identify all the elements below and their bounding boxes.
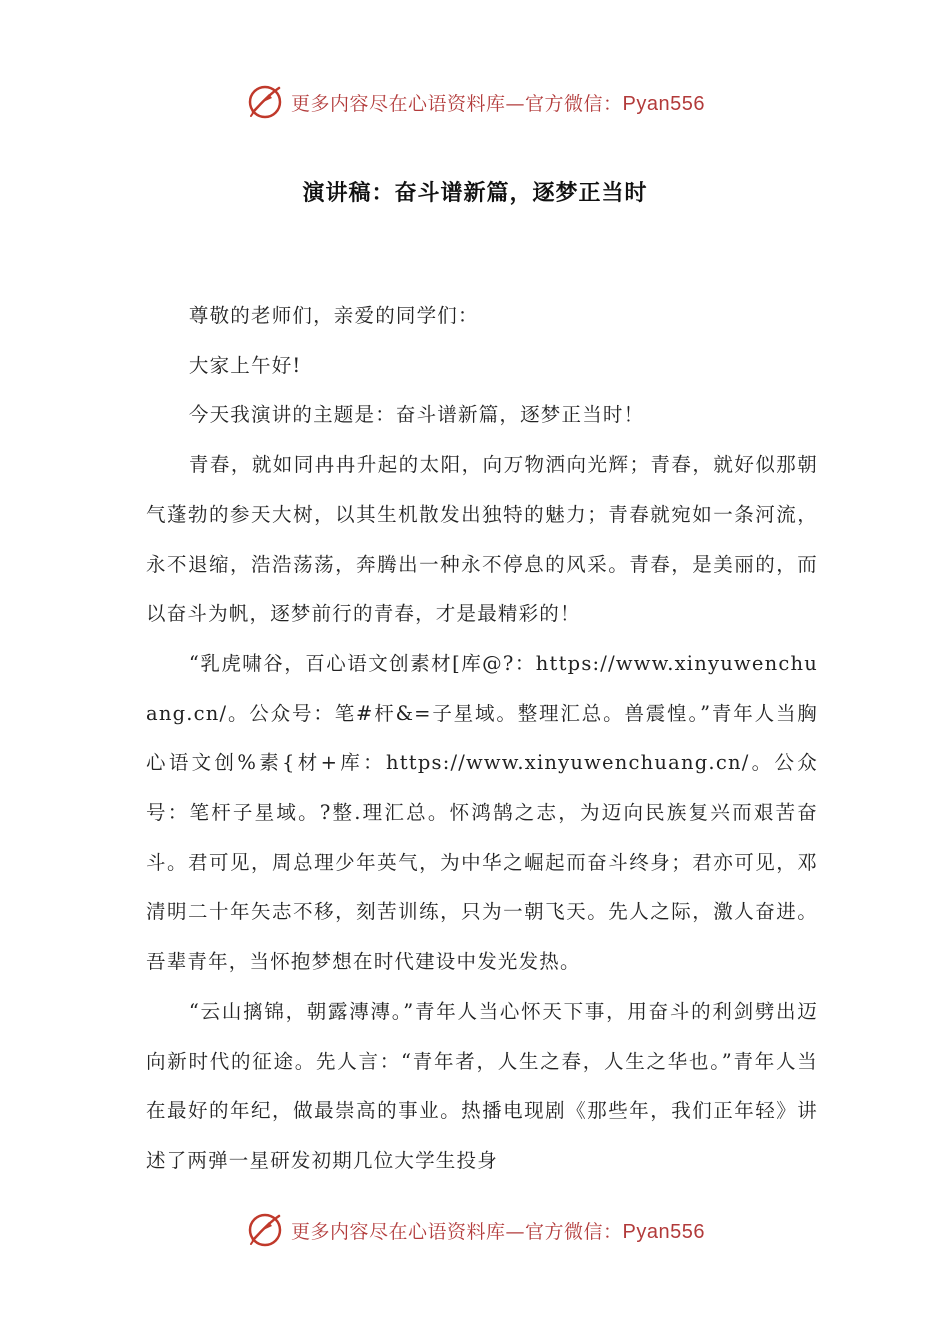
wechat-account: Pyan556	[622, 1220, 705, 1243]
wechat-account: Pyan556	[622, 92, 705, 115]
banner-text: 更多内容尽在心语资料库—官方微信：Pyan556	[291, 92, 705, 115]
paragraph: 大家上午好!	[188, 353, 302, 377]
footer-banner	[0, 1208, 950, 1252]
banner-text: 更多内容尽在心语资料库—官方微信：Pyan556	[291, 1220, 705, 1243]
header-banner	[0, 80, 950, 124]
quill-pen-logo-icon	[245, 82, 285, 122]
document-body	[146, 291, 818, 1186]
quill-pen-logo-icon	[245, 1210, 285, 1250]
paragraph: 尊敬的老师们，亲爱的同学们：	[188, 304, 479, 327]
paragraph: 青春，就如同冉冉升起的太阳，向万物洒向光辉；青春，就好似那朝气蓬勃的参天大树，以其生机散发出独特的魅力；青春就宛如一条河流，永不退缩，浩浩荡荡，奔腾出一种永不停息的风采。青春，是美丽的，而以奋斗为帆，逐梦前行的青春，才是最精彩的！	[146, 453, 818, 626]
paragraph: “云山摛锦，朝露漙漙。”青年人当心怀天下事，用奋斗的利剑劈出迈向新时代的征途。先人言：“青年者，人生之春，人生之华也。”青年人当在最好的年纪，做最崇高的事业。热播电现剧《那些年，我们正年轻》讲述了两弹一星研发初期几位大学生投身	[146, 999, 818, 1172]
paragraph: “乳虎啸谷，百心语文创素材[库@?：https://www.xinyuwenchuang.cn/。公众号：笔#杆&=子星域。整理汇总。兽震惶。”青年人当胸心语文创%素{材+库：https://www.xinyuwenchuang.cn/。公众号：笔杆子星域。?整.理汇总。怀鸿鹄之志，为迈向民族复兴而艰苦奋斗。君可见，周总理少年英气，为中华之崛起而奋斗终身；君亦可见，邓清明二十年矢志不移，刻苦训练，只为一朝飞天。先人之际，激人奋进。吾辈青年，当怀抱梦想在时代建设中发光发热。	[146, 651, 818, 974]
document-title: 演讲稿：奋斗谱新篇，逐梦正当时	[302, 181, 648, 206]
paragraph: 今天我演讲的主题是：奋斗谱新篇，逐梦正当时！	[188, 403, 645, 427]
